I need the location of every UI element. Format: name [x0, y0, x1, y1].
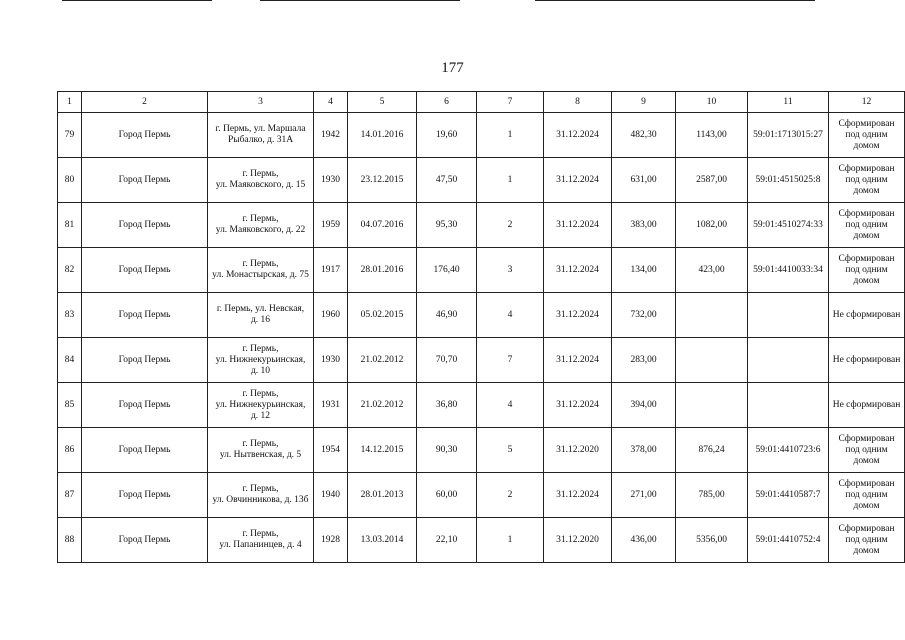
status-line: Сформирован — [838, 478, 895, 489]
cadastral-number-cell — [748, 293, 829, 338]
city-cell: Город Пермь — [82, 338, 208, 383]
address-line: ул. Нытвенская, д. 5 — [219, 450, 302, 460]
row-number-cell: 79 — [58, 113, 82, 158]
city-cell: Город Пермь — [82, 203, 208, 248]
count-cell: 7 — [477, 338, 544, 383]
city-cell: Город Пермь — [82, 473, 208, 518]
count-cell: 5 — [477, 428, 544, 473]
land-status-cell — [829, 473, 905, 518]
table-row — [58, 113, 905, 158]
value-col10-cell — [676, 293, 748, 338]
value-col9-cell: 631,00 — [612, 158, 676, 203]
address-line: д. 10 — [250, 365, 271, 376]
row-number-cell: 84 — [58, 338, 82, 383]
cadastral-number-cell: 59:01:4410752:4 — [748, 518, 829, 563]
address-line: г. Пермь, — [242, 214, 279, 224]
top-rule-middle — [260, 0, 460, 1]
address-cell — [208, 338, 314, 383]
housing-registry-table — [57, 91, 905, 563]
table-row — [58, 293, 905, 338]
cadastral-number-cell: 59:01:4410723:6 — [748, 428, 829, 473]
value-col10-cell: 1082,00 — [676, 203, 748, 248]
area-cell: 60,00 — [417, 473, 477, 518]
value-col9-cell: 383,00 — [612, 203, 676, 248]
address-line: г. Пермь, — [242, 388, 279, 399]
status-line: Сформирован — [838, 523, 895, 534]
year-cell: 1942 — [314, 113, 348, 158]
address-line: г. Пермь, — [242, 484, 279, 494]
address-line: ул. Овчинникова, д. 13б — [212, 495, 309, 505]
address-cell — [208, 248, 314, 293]
value-col9-cell: 271,00 — [612, 473, 676, 518]
land-status-cell — [829, 113, 905, 158]
address-line: ул. Маяковского, д. 15 — [215, 180, 306, 190]
column-header: 5 — [348, 92, 417, 113]
value-col10-cell: 876,24 — [676, 428, 748, 473]
year-cell: 1959 — [314, 203, 348, 248]
address-line: г. Пермь, — [242, 343, 279, 354]
table-row — [58, 383, 905, 428]
address-line: ул. Монастырская, д. 75 — [212, 270, 309, 280]
year-cell: 1930 — [314, 338, 348, 383]
column-header: 10 — [676, 92, 748, 113]
city-cell: Город Пермь — [82, 428, 208, 473]
address-line: ул. Нижнекурьинская, — [215, 354, 306, 365]
row-number-cell: 86 — [58, 428, 82, 473]
area-cell: 47,50 — [417, 158, 477, 203]
table-row — [58, 428, 905, 473]
date-cell: 13.03.2014 — [348, 518, 417, 563]
status-line: под одним — [845, 444, 888, 455]
cadastral-number-cell: 59:01:1713015:27 — [748, 113, 829, 158]
area-cell: 176,40 — [417, 248, 477, 293]
table-row — [58, 248, 905, 293]
city-cell: Город Пермь — [82, 293, 208, 338]
address-line: ул. Нижнекурьинская, — [215, 399, 306, 410]
address-cell — [208, 518, 314, 563]
cadastral-number-cell: 59:01:4510274:33 — [748, 203, 829, 248]
year-cell: 1940 — [314, 473, 348, 518]
count-cell: 4 — [477, 293, 544, 338]
address-cell — [208, 383, 314, 428]
year-cell: 1930 — [314, 158, 348, 203]
status-line: Сформирован — [838, 163, 895, 174]
date-cell: 28.01.2013 — [348, 473, 417, 518]
area-cell: 90,30 — [417, 428, 477, 473]
status-line: домом — [853, 455, 880, 466]
column-header: 11 — [748, 92, 829, 113]
area-cell: 70,70 — [417, 338, 477, 383]
row-number-cell: 85 — [58, 383, 82, 428]
row-number-cell: 87 — [58, 473, 82, 518]
year-cell: 1928 — [314, 518, 348, 563]
value-col10-cell — [676, 383, 748, 428]
end-date-cell: 31.12.2024 — [544, 248, 612, 293]
column-header: 3 — [208, 92, 314, 113]
value-col10-cell: 2587,00 — [676, 158, 748, 203]
table-row — [58, 338, 905, 383]
column-header: 7 — [477, 92, 544, 113]
date-cell: 14.12.2015 — [348, 428, 417, 473]
address-cell — [208, 293, 314, 338]
land-status-cell — [829, 518, 905, 563]
value-col9-cell: 436,00 — [612, 518, 676, 563]
status-line: домом — [853, 230, 880, 241]
end-date-cell: 31.12.2024 — [544, 338, 612, 383]
column-header: 2 — [82, 92, 208, 113]
status-line: домом — [853, 140, 880, 151]
row-number-cell: 81 — [58, 203, 82, 248]
year-cell: 1931 — [314, 383, 348, 428]
area-cell: 36,80 — [417, 383, 477, 428]
table-row — [58, 158, 905, 203]
address-line: Рыбалко, д. 31А — [227, 135, 294, 145]
column-header: 9 — [612, 92, 676, 113]
status-line: под одним — [845, 534, 888, 545]
count-cell: 1 — [477, 518, 544, 563]
cadastral-number-cell: 59:01:4410033:34 — [748, 248, 829, 293]
status-line: под одним — [845, 264, 888, 275]
address-cell — [208, 473, 314, 518]
end-date-cell: 31.12.2024 — [544, 473, 612, 518]
status-line: Сформирован — [838, 118, 895, 129]
address-line: ул. Маяковского, д. 22 — [215, 225, 306, 235]
value-col9-cell: 394,00 — [612, 383, 676, 428]
address-cell — [208, 158, 314, 203]
date-cell: 05.02.2015 — [348, 293, 417, 338]
count-cell: 3 — [477, 248, 544, 293]
value-col9-cell: 134,00 — [612, 248, 676, 293]
address-line: г. Пермь, ул. Маршала — [215, 124, 306, 134]
city-cell: Город Пермь — [82, 383, 208, 428]
land-status-cell — [829, 158, 905, 203]
table-row — [58, 518, 905, 563]
cadastral-number-cell: 59:01:4410587:7 — [748, 473, 829, 518]
date-cell: 23.12.2015 — [348, 158, 417, 203]
address-line: ул. Папанинцев, д. 4 — [219, 540, 302, 550]
column-number-header-row — [58, 92, 905, 113]
count-cell: 2 — [477, 473, 544, 518]
value-col9-cell: 283,00 — [612, 338, 676, 383]
end-date-cell: 31.12.2024 — [544, 203, 612, 248]
status-line: домом — [853, 500, 880, 511]
status-line: под одним — [845, 219, 888, 230]
address-line: г. Пермь, — [242, 529, 279, 539]
table-row — [58, 203, 905, 248]
value-col10-cell: 423,00 — [676, 248, 748, 293]
date-cell: 21.02.2012 — [348, 383, 417, 428]
year-cell: 1954 — [314, 428, 348, 473]
cadastral-number-cell — [748, 338, 829, 383]
end-date-cell: 31.12.2024 — [544, 383, 612, 428]
row-number-cell: 80 — [58, 158, 82, 203]
value-col10-cell — [676, 338, 748, 383]
area-cell: 22,10 — [417, 518, 477, 563]
city-cell: Город Пермь — [82, 113, 208, 158]
status-line: домом — [853, 275, 880, 286]
area-cell: 95,30 — [417, 203, 477, 248]
status-line: домом — [853, 545, 880, 556]
count-cell: 2 — [477, 203, 544, 248]
cadastral-number-cell: 59:01:4515025:8 — [748, 158, 829, 203]
value-col9-cell: 732,00 — [612, 293, 676, 338]
table-row — [58, 473, 905, 518]
value-col9-cell: 482,30 — [612, 113, 676, 158]
status-line: Сформирован — [838, 208, 895, 219]
date-cell: 21.02.2012 — [348, 338, 417, 383]
address-line: г. Пермь, — [242, 439, 279, 449]
address-cell — [208, 203, 314, 248]
value-col10-cell: 785,00 — [676, 473, 748, 518]
city-cell: Город Пермь — [82, 248, 208, 293]
top-rule-left — [62, 0, 212, 1]
end-date-cell: 31.12.2024 — [544, 113, 612, 158]
land-status-cell — [829, 293, 905, 338]
land-status-cell — [829, 248, 905, 293]
column-header: 12 — [829, 92, 905, 113]
row-number-cell: 83 — [58, 293, 82, 338]
status-line: под одним — [845, 489, 888, 500]
row-number-cell: 88 — [58, 518, 82, 563]
column-header: 4 — [314, 92, 348, 113]
top-rule-right — [535, 0, 815, 1]
land-status-cell — [829, 383, 905, 428]
column-header: 1 — [58, 92, 82, 113]
area-cell: 46,90 — [417, 293, 477, 338]
status-line: домом — [853, 185, 880, 196]
land-status-cell — [829, 203, 905, 248]
value-col9-cell: 378,00 — [612, 428, 676, 473]
year-cell: 1917 — [314, 248, 348, 293]
date-cell: 04.07.2016 — [348, 203, 417, 248]
status-line: Сформирован — [838, 433, 895, 444]
status-line: Сформирован — [838, 253, 895, 264]
address-line: д. 12 — [250, 410, 271, 421]
count-cell: 1 — [477, 158, 544, 203]
year-cell: 1960 — [314, 293, 348, 338]
column-header: 6 — [417, 92, 477, 113]
column-header: 8 — [544, 92, 612, 113]
status-line: под одним — [845, 129, 888, 140]
address-line: г. Пермь, — [242, 169, 279, 179]
address-cell — [208, 428, 314, 473]
count-cell: 4 — [477, 383, 544, 428]
address-cell — [208, 113, 314, 158]
address-line: г. Пермь, — [242, 259, 279, 269]
page-number: 177 — [441, 60, 464, 76]
count-cell: 1 — [477, 113, 544, 158]
city-cell: Город Пермь — [82, 518, 208, 563]
end-date-cell: 31.12.2020 — [544, 518, 612, 563]
row-number-cell: 82 — [58, 248, 82, 293]
land-status-cell — [829, 428, 905, 473]
status-line: Не сформирован — [832, 309, 901, 320]
address-line: г. Пермь, ул. Невская, — [216, 304, 305, 314]
address-line: д. 16 — [250, 315, 271, 325]
status-line: Не сформирован — [832, 354, 901, 365]
area-cell: 19,60 — [417, 113, 477, 158]
end-date-cell: 31.12.2024 — [544, 158, 612, 203]
value-col10-cell: 5356,00 — [676, 518, 748, 563]
end-date-cell: 31.12.2024 — [544, 293, 612, 338]
end-date-cell: 31.12.2020 — [544, 428, 612, 473]
status-line: Не сформирован — [832, 399, 901, 410]
status-line: под одним — [845, 174, 888, 185]
land-status-cell — [829, 338, 905, 383]
city-cell: Город Пермь — [82, 158, 208, 203]
cadastral-number-cell — [748, 383, 829, 428]
value-col10-cell: 1143,00 — [676, 113, 748, 158]
date-cell: 28.01.2016 — [348, 248, 417, 293]
date-cell: 14.01.2016 — [348, 113, 417, 158]
